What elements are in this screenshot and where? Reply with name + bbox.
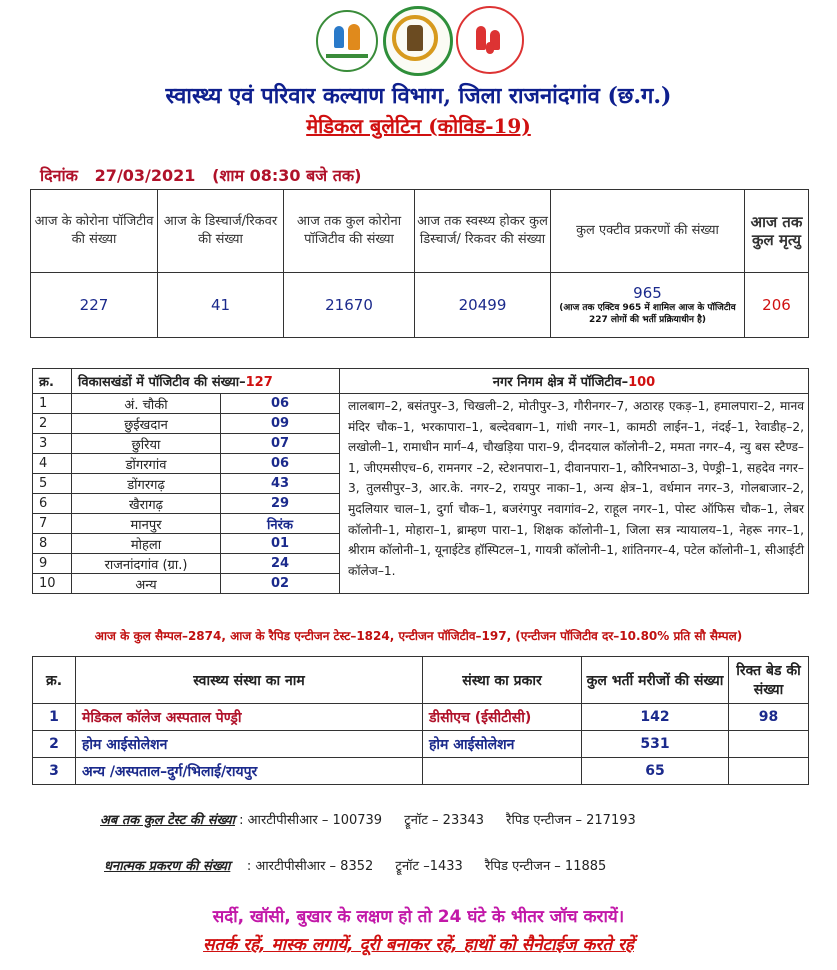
fac-type: होम आईसोलेशन	[423, 731, 582, 758]
fac-name: अन्य /अस्पताल–दुर्ग/भिलाई/रायपुर	[76, 758, 423, 785]
block-count: निरंक	[221, 514, 340, 534]
col-blocks-title: विकासखंडों में पॉजिटीव की संख्या–127	[72, 369, 340, 394]
total-tests-label: अब तक कुल टेस्ट की संख्या	[100, 813, 235, 828]
block-count: 07	[221, 434, 340, 454]
total-tests-truenat: ट्रूनॉट – 23343	[404, 813, 485, 828]
block-count: 09	[221, 414, 340, 434]
total-tests-rtpcr: आरटीपीसीआर – 100739	[247, 813, 383, 828]
date-value: 27/03/2021	[94, 166, 196, 185]
block-name: छुरिया	[72, 434, 221, 454]
summary-active-cell	[551, 273, 745, 338]
summary-header: आज तक स्वस्थ्य होकर कुल डिस्चार्ज/ रिकवर की संख्या	[415, 190, 551, 273]
block-name: अन्य	[72, 574, 221, 594]
block-count: 29	[221, 494, 340, 514]
block-name: खैरागढ़	[72, 494, 221, 514]
chhattisgarh-govt-emblem	[383, 6, 453, 76]
block-count: 06	[221, 454, 340, 474]
national-health-mission-logo	[456, 6, 524, 74]
block-name: मानपुर	[72, 514, 221, 534]
row-no: 1	[33, 394, 72, 414]
advisory-message: सर्दी, खॉसी, बुखार के लक्षण हो तो 24 घंटे के भीतर जॉच करायें।	[212, 907, 625, 927]
fac-no: 3	[33, 758, 76, 785]
positive-cases-label: धनात्मक प्रकरण की संख्या	[104, 859, 231, 874]
summary-header: आज के कोरोना पॉजिटीव की संख्या	[31, 190, 158, 273]
row-no: 2	[33, 414, 72, 434]
summary-header: आज तक कुल मृत्यु	[745, 190, 809, 273]
fac-type	[423, 758, 582, 785]
health-dept-logo	[316, 10, 378, 72]
col-no: क्र.	[33, 369, 72, 394]
summary-value: 227	[31, 273, 158, 338]
row-no: 3	[33, 434, 72, 454]
fac-admitted: 142	[582, 704, 729, 731]
block-count: 02	[221, 574, 340, 594]
fac-no: 1	[33, 704, 76, 731]
date-label: दिनांक	[40, 166, 78, 185]
fac-header: रिक्त बेड की संख्या	[729, 657, 809, 704]
bulletin-subtitle: मेडिकल बुलेटिन (कोविड-19)	[306, 114, 531, 138]
summary-table	[30, 189, 809, 338]
positive-cases-line: धनात्मक प्रकरण की संख्या : आरटीपीसीआर – 8352 ट्रूनॉट –1433 रैपिड एन्टीजन – 11885	[104, 859, 607, 874]
summary-header: आज के डिस्चार्ज/रिकवर की संख्या	[158, 190, 284, 273]
row-no: 7	[33, 514, 72, 534]
fac-header: क्र.	[33, 657, 76, 704]
fac-header: कुल भर्ती मरीजों की संख्या	[582, 657, 729, 704]
samples-line: आज के कुल सैम्पल–2874, आज के रैपिड एन्टीजन टेस्ट–1824, एन्टीजन पॉजिटीव–197, (एन्टीजन पॉजिटीव दर–10.80% प्रति सौ सैम्पल)	[94, 629, 743, 643]
blocks-table	[32, 368, 809, 594]
positive-rapid: रैपिड एन्टीजन – 11885	[484, 859, 607, 874]
fac-name: मेडिकल कॉलेज अस्पताल पेण्ड्री	[76, 704, 423, 731]
col-nagar-title: नगर निगम क्षेत्र में पॉजिटीव–100	[340, 369, 809, 394]
total-tests-line: अब तक कुल टेस्ट की संख्या : आरटीपीसीआर – 100739 ट्रूनॉट – 23343 रैपिड एन्टीजन – 217193	[100, 813, 636, 828]
fac-type: डीसीएच (ईसीटीसी)	[423, 704, 582, 731]
block-name: राजनांदगांव (ग्रा.)	[72, 554, 221, 574]
summary-header: कुल एक्टीव प्रकरणों की संख्या	[551, 190, 745, 273]
fac-header: संस्था का प्रकार	[423, 657, 582, 704]
summary-value: 965	[633, 284, 662, 302]
fac-admitted: 531	[582, 731, 729, 758]
summary-header: आज तक कुल कोरोना पॉजिटीव की संख्या	[284, 190, 415, 273]
block-name: मोहला	[72, 534, 221, 554]
block-name: अं. चौकी	[72, 394, 221, 414]
summary-value: 41	[158, 273, 284, 338]
block-count: 06	[221, 394, 340, 414]
block-count: 24	[221, 554, 340, 574]
date-line	[40, 164, 361, 186]
nagar-areas: लालबाग–2, बसंतपुर–3, चिखली–2, मोतीपुर–3, गौरीनगर–7, अठारह एकड़–1, हमालपारा–2, मानव मंदिर चौक–1, भरकापारा–1, बल्देवबाग–1, गांधी नगर–1, कामठी लाईन–1, नंदई–1, रेवाडीह–2, लखोली–1, रामाधीन मार्ग–4, चौखड़िया पारा–9, दीनदयाल कॉलोनी–2, ममता नगर–4, न्यु बस स्टैण्ड–1, जीएमसीएच–6, रामनगर –2, स्टेशनपारा–1, दीवानपारा–1, कौरिनभाठा–3, पेण्ड्री–1, सहदेव नगर–3, तुलसीपुर–3, आर.के. नगर–2, रायपुर नाका–1, अन्य क्षेत्र–1, वर्धमान नगर–3, गोलबाजार–2, मुदलियार चाल–1, दुर्गा चौक–1, बजरंगपुर नवागांव–2, राहूल नगर–1, पोस्ट ऑफिस चौक–1, लेबर कॉलोनी–1, मोहारा–1, ब्राम्हण पारा–1, शिक्षक कॉलोनी–1, जिला सत्र न्यायालय–1, नेहरू नगर–1, श्रीराम कॉलोनी–1, यूनाईटेड हॉस्पिटल–1, गायत्री कॉलोनी–1, शांतिनगर–4, पटेल कॉलोनी–1, सीआईटी कॉलेज–1.	[340, 394, 809, 594]
positive-truenat: ट्रूनॉट –1433	[395, 859, 463, 874]
block-name: डोंगरगढ़	[72, 474, 221, 494]
block-count: 01	[221, 534, 340, 554]
fac-header: स्वास्थ्य संस्था का नाम	[76, 657, 423, 704]
block-count: 43	[221, 474, 340, 494]
positive-rtpcr: आरटीपीसीआर – 8352	[255, 859, 374, 874]
summary-value: 206	[745, 273, 809, 338]
active-note: (आज तक एक्टिव 965 में शामिल आज के पॉजिटीव 227 लोगों की भर्ती प्रक्रियाधीन है)	[559, 303, 736, 325]
fac-beds	[729, 731, 809, 758]
facilities-table	[32, 656, 809, 785]
fac-admitted: 65	[582, 758, 729, 785]
row-no: 9	[33, 554, 72, 574]
summary-value: 20499	[415, 273, 551, 338]
summary-value: 21670	[284, 273, 415, 338]
time-note: (शाम 08:30 बजे तक)	[212, 166, 362, 185]
total-tests-rapid: रैपिड एन्टीजन – 217193	[506, 813, 636, 828]
safety-message: सतर्क रहें, मास्क लगायें, दूरी बनाकर रहें, हाथों को सैनेटाईज करते रहें	[203, 935, 634, 955]
row-no: 6	[33, 494, 72, 514]
fac-beds: 98	[729, 704, 809, 731]
block-name: डोंगरगांव	[72, 454, 221, 474]
row-no: 4	[33, 454, 72, 474]
row-no: 10	[33, 574, 72, 594]
fac-name: होम आईसोलेशन	[76, 731, 423, 758]
fac-beds	[729, 758, 809, 785]
fac-no: 2	[33, 731, 76, 758]
row-no: 5	[33, 474, 72, 494]
row-no: 8	[33, 534, 72, 554]
page-title: स्वास्थ्य एवं परिवार कल्याण विभाग, जिला राजनांदगांव (छ.ग.)	[165, 83, 672, 109]
block-name: छुईखदान	[72, 414, 221, 434]
